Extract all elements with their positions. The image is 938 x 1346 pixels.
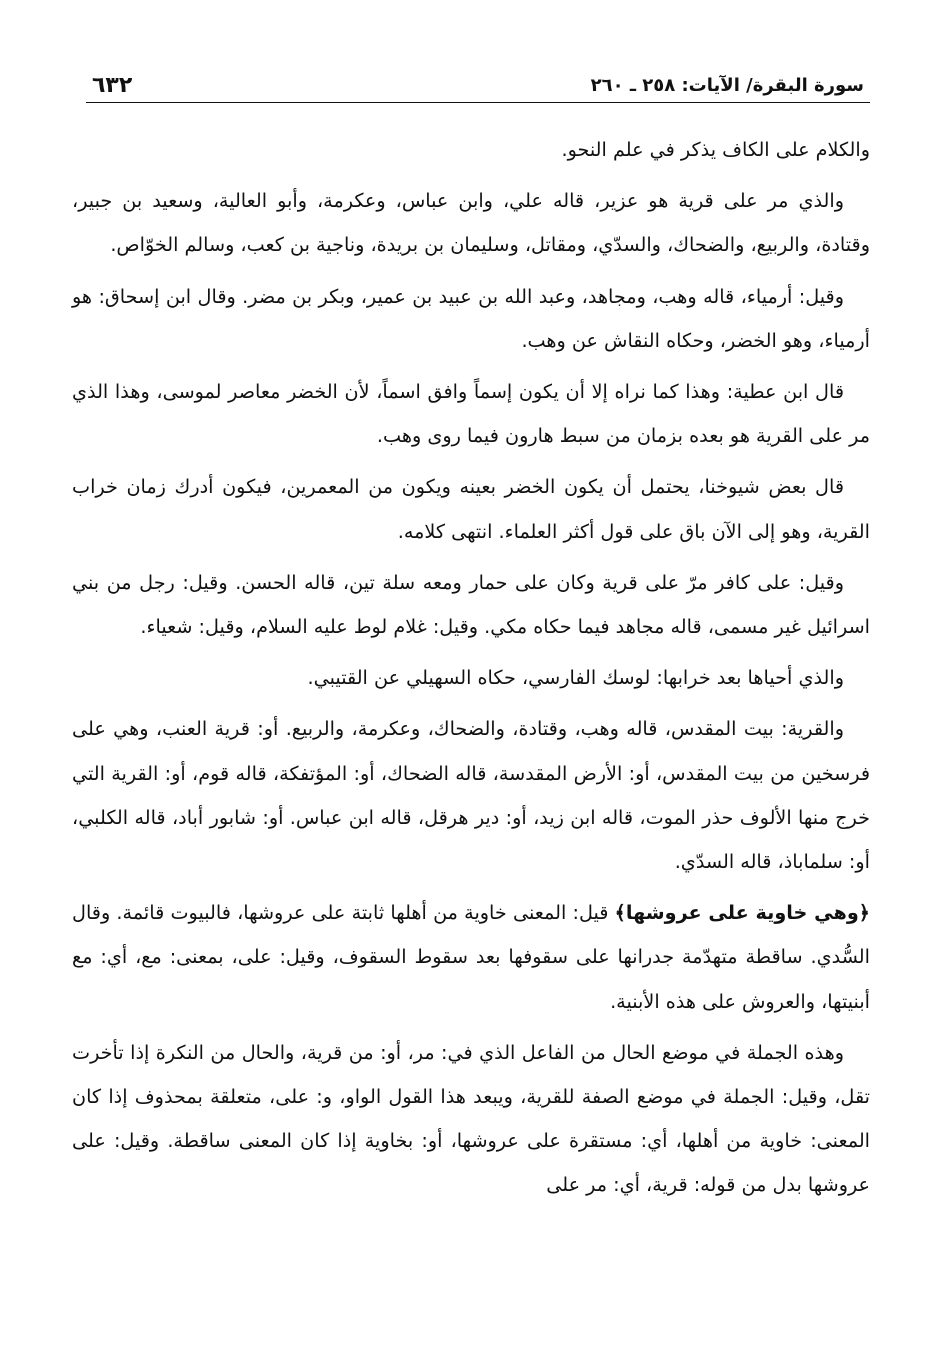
paragraph: وقيل: أرمياء، قاله وهب، ومجاهد، وعبد الله بن عبيد بن عمير، وبكر بن مضر. وقال ابن إسحاق: هو أرمياء، وهو الخضر، وحكاه النقاش عن وهب.: [72, 284, 870, 352]
paragraph: وقيل: على كافر مرّ على قرية وكان على حمار ومعه سلة تين، قاله الحسن. وقيل: رجل من بني اسرائيل غير مسمى، قاله مجاهد فيما حكاه مكي. وقيل: غلام لوط عليه السلام، وقيل: شعياء.: [72, 570, 870, 639]
paragraph: والذي مر على قرية هو عزير، قاله علي، وابن عباس، وعكرمة، وأبو العالية، وسعيد بن جبير، وقتادة، والربيع، والضحاك، والسدّي، ومقاتل، وسليمان بن بريدة، وناجية بن كعب، وسالم الخوّاص.: [72, 189, 870, 257]
page-body: [72, 128, 870, 1215]
paragraph: والقرية: بيت المقدس، قاله وهب، وقتادة، والضحاك، وعكرمة، والربيع. أو: قرية العنب، وهي على فرسخين من بيت المقدس، أو: الأرض المقدسة، قاله الضحاك، أو: المؤتفكة، قاله قوم، أو: القرية التي خرج منها الألوف حذر الموت، قاله ابن زيد، أو: دير هرقل، قاله ابن عباس. أو: شابور أباد، قاله الكلبي، أو: سلماباذ، قاله السدّي.: [72, 717, 870, 874]
page-header: [86, 68, 870, 103]
quran-verse: ﴿وهي خاوية على عروشها﴾: [614, 901, 871, 925]
paragraph: وهذه الجملة في موضع الحال من الفاعل الذي في: مر، أو: من قرية، والحال من النكرة إذا تأخرت تقل، وقيل: الجملة في موضع الصفة للقرية، ويبعد هذا القول الواو، و: على، متعلقة بمحذوف إذا كان المعنى: خاوية من أهلها، أي: مستقرة على عروشها، أو: بخاوية إذا كان المعنى ساقطة. وقيل: على عروشها بدل من قوله: قرية، أي: مر على: [72, 1040, 870, 1197]
verse-commentary: قيل: المعنى خاوية من أهلها ثابتة على عروشها، فالبيوت قائمة. وقال السُّدي. ساقطة متهدّمة جدرانها على سقوفها بعد سقوط السقوف، وقيل: على، بمعنى: مع، أي: مع أبنيتها، والعروش على هذه الأبنية.: [72, 901, 870, 1013]
running-title: سورة البقرة/ الآيات: ٢٥٨ ـ ٢٦٠: [590, 74, 864, 96]
verse-paragraph: [72, 891, 870, 1024]
page-number: ٦٣٢: [92, 72, 133, 98]
paragraph: قال ابن عطية: وهذا كما نراه إلا أن يكون إسماً وافق اسماً، لأن الخضر معاصر لموسى، وهذا الذي مر على القرية هو بعده بزمان من سبط هارون فيما روى وهب.: [72, 380, 870, 448]
paragraph: قال بعض شيوخنا، يحتمل أن يكون الخضر بعينه ويكون من المعمرين، فيكون أدرك زمان خراب القرية، وهو إلى الآن باق على قول أكثر العلماء. انتهى كلامه.: [72, 475, 870, 543]
paragraph: والكلام على الكاف يذكر في علم النحو.: [561, 138, 870, 161]
paragraph: والذي أحياها بعد خرابها: لوسك الفارسي، حكاه السهيلي عن القتيبي.: [307, 666, 844, 690]
